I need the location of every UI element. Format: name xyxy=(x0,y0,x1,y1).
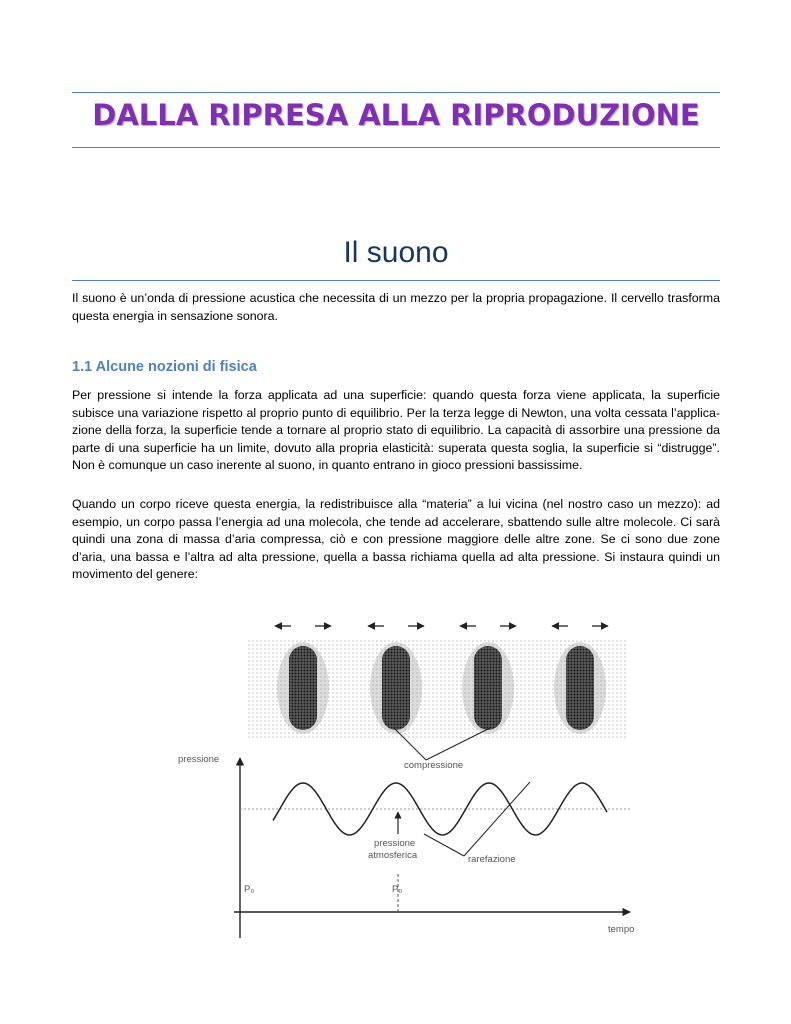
p0-label-center: P₀ xyxy=(392,884,403,895)
atmospheric-label-line1: pressione xyxy=(374,838,416,849)
banner-bottom-rule xyxy=(72,147,720,148)
compression-zone xyxy=(474,646,502,730)
compression-label: compressione xyxy=(404,760,464,771)
x-axis-label: tempo xyxy=(608,924,635,935)
y-axis-label: pressione xyxy=(178,754,220,765)
paragraph-1: Per pressione si intende la forza applicata ad una superficie: quando questa forza viene applicata, la superficie subisce una variazione rispetto al proprio punto di equilibrio. Per la terza legge di Newton, una volta cessata l’applica- zione della forza, la superficie tende a tornare al proprio stato di equilibrio. La capacità di assorbire una pressione da parte di una superficie ha un limite, dovuto alla propria elasticità: superata questa soglia, la superficie si “distrugge”. Non è comunque un caso inerente al suono, in quanto entrano in gioco pressioni bassissime. xyxy=(72,388,720,472)
section-heading: 1.1 Alcune nozioni di fisica xyxy=(72,359,257,375)
compression-zone xyxy=(289,646,317,730)
intro-paragraph: Il suono è un’onda di pressione acustica che necessita di un mezzo per la propria propagazione. Il cervello trasforma questa energia in sensazione sonora. xyxy=(72,291,720,323)
atmospheric-label-line2: atmosferica xyxy=(368,850,418,861)
rarefaction-pointer-2 xyxy=(464,782,530,856)
compression-zone xyxy=(566,646,594,730)
rarefaction-pointer-1 xyxy=(424,834,464,856)
compression-zone xyxy=(382,646,410,730)
rarefaction-label: rarefazione xyxy=(468,854,516,865)
document-banner: DALLA RIPRESA ALLA RIPRODUZIONE xyxy=(92,98,700,132)
top-rule xyxy=(72,92,720,93)
chapter-title: Il suono xyxy=(343,236,449,269)
p0-label-axis: P₀ xyxy=(244,884,255,895)
paragraph-2: Quando un corpo riceve questa energia, la redistribuisce alla “materia” a lui vicina (nel nostro caso un mezzo): ad esempio, un corpo passa l’energia ad una molecola, che tende ad accelerare, sbattendo sulle altre molecole. Ci sarà quindi una zona di massa d’aria compressa, ciò e con pressione maggiore delle altre zone. Se ci sono due zone d’aria, una bassa e l’altra ad alta pressione, quella a bassa richiama quella ad alta pressione. Si instaura quindi un movimento del genere: xyxy=(72,497,720,581)
sound-wave-figure xyxy=(168,612,648,948)
sound-wave-diagram xyxy=(168,612,648,948)
chapter-rule xyxy=(72,280,720,281)
